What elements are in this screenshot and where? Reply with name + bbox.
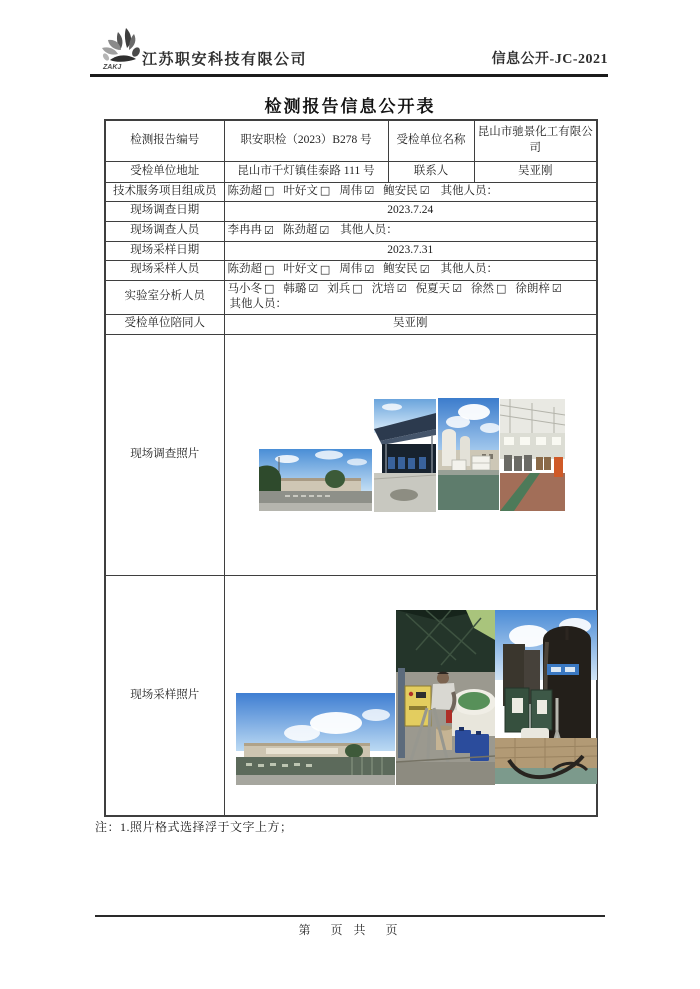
page-number-text: 第 页 共 页 [298, 923, 402, 937]
member-name: 鲍安民 [383, 263, 418, 276]
address-label: 受检单位地址 [105, 161, 224, 182]
member-name: 韩璐 [283, 282, 307, 295]
checkbox-checked-icon: ☑ [551, 282, 562, 295]
table-row [105, 201, 597, 221]
checkbox-checked-icon: ☑ [452, 282, 462, 295]
report-no-label: 检测报告编号 [105, 120, 224, 161]
survey-photo-canopy-building [374, 399, 436, 512]
lab-staff-members [224, 280, 597, 314]
contact-label: 联系人 [388, 161, 474, 182]
checkbox-unchecked-icon: □ [319, 262, 331, 276]
table-row [105, 241, 597, 260]
member-name: 叶好文 [283, 184, 318, 197]
member-name: 陈劲超 [282, 224, 318, 237]
other-members-label: 其他人员： [340, 224, 398, 237]
header-rule [90, 74, 608, 77]
table-row [105, 260, 597, 280]
checkbox-unchecked-icon: □ [495, 282, 507, 295]
table-row [105, 314, 597, 334]
address-value: 昆山市千灯镇佳泰路 111 号 [224, 161, 388, 182]
member-name: 沈培 [371, 282, 395, 295]
member-name: 刘兵 [327, 282, 351, 295]
survey-photo-factory-gate [259, 449, 372, 511]
checkbox-unchecked-icon: □ [352, 282, 363, 295]
sampling-date-label: 现场采样日期 [105, 241, 224, 260]
table-row [105, 575, 597, 816]
escort-label: 受检单位陪同人 [105, 314, 224, 334]
report-no-value: 职安职检（2023）B278 号 [224, 120, 388, 161]
checkbox-checked-icon: ☑ [419, 184, 430, 198]
checkbox-checked-icon: ☑ [364, 262, 375, 276]
table-row [105, 334, 597, 575]
company-logo [96, 26, 144, 72]
member-name: 李冉冉 [227, 224, 262, 237]
disclosure-table [104, 119, 598, 817]
page-title: 检测报告信息公开表 [264, 97, 436, 116]
sampling-staff-label: 现场采样人员 [105, 260, 224, 280]
footer-rule [95, 915, 605, 917]
checkbox-unchecked-icon: □ [264, 262, 275, 276]
member-name: 马小冬 [227, 282, 262, 295]
company-name: 江苏职安科技有限公司 [142, 52, 308, 68]
doc-code: 信息公开-JC-2021 [491, 52, 608, 67]
sampling-photos-label: 现场采样照片 [105, 575, 224, 816]
survey-date-value: 2023.7.24 [224, 201, 597, 221]
survey-photo-tank-yard [438, 398, 499, 510]
other-members-label: 其他人员： [440, 184, 499, 197]
escort-value: 吴亚刚 [224, 314, 597, 334]
table-row [105, 280, 597, 314]
member-name: 倪夏天 [415, 282, 451, 295]
member-name: 周伟 [339, 184, 363, 197]
sampling-date-value: 2023.7.31 [224, 241, 597, 260]
checkbox-checked-icon: ☑ [364, 184, 375, 198]
sampling-photo-storage-tanks [495, 610, 597, 784]
checkbox-checked-icon: ☑ [396, 282, 407, 295]
checkbox-checked-icon: ☑ [319, 223, 330, 237]
member-name: 徐朗梓 [515, 282, 550, 295]
table-row [105, 221, 597, 241]
survey-staff-members [224, 221, 597, 241]
tech-team-members [224, 182, 597, 201]
member-name: 徐然 [470, 282, 494, 295]
other-members-label: 其他人员： [229, 298, 287, 311]
survey-photos-label: 现场调查照片 [105, 334, 224, 575]
other-members-label: 其他人员： [440, 263, 499, 276]
checkbox-unchecked-icon: □ [319, 184, 331, 198]
photo-format-note: 注：1.照片格式选择浮于文字上方； [95, 820, 293, 834]
checkbox-checked-icon: ☑ [264, 223, 274, 237]
survey-photos-cell [224, 334, 597, 575]
checkbox-unchecked-icon: □ [264, 282, 275, 295]
lab-staff-label: 实验室分析人员 [105, 280, 224, 314]
contact-value: 吴亚刚 [474, 161, 597, 182]
checkbox-checked-icon: ☑ [308, 282, 319, 295]
inspected-unit-value: 昆山市驰景化工有限公司 [474, 120, 597, 161]
survey-date-label: 现场调查日期 [105, 201, 224, 221]
survey-photo-warehouse-interior [500, 399, 565, 511]
logo-text: ZAKJ [103, 64, 122, 71]
tech-team-label: 技术服务项目组成员 [105, 182, 224, 201]
member-name: 陈劲超 [227, 263, 262, 276]
checkbox-checked-icon: ☑ [419, 262, 430, 276]
sampling-staff-members [224, 260, 597, 280]
member-name: 周伟 [339, 263, 363, 276]
table-row [105, 161, 597, 182]
sampling-photo-factory-gate [236, 693, 395, 785]
sampling-photo-operator [396, 610, 495, 785]
member-name: 鲍安民 [383, 184, 418, 197]
checkbox-unchecked-icon: □ [264, 184, 275, 198]
member-name: 叶好文 [283, 263, 318, 276]
inspected-unit-label: 受检单位名称 [388, 120, 474, 161]
sampling-photos-cell [224, 575, 597, 816]
table-row [105, 120, 597, 161]
survey-staff-label: 现场调查人员 [105, 221, 224, 241]
table-row [105, 182, 597, 201]
member-name: 陈劲超 [227, 184, 262, 197]
